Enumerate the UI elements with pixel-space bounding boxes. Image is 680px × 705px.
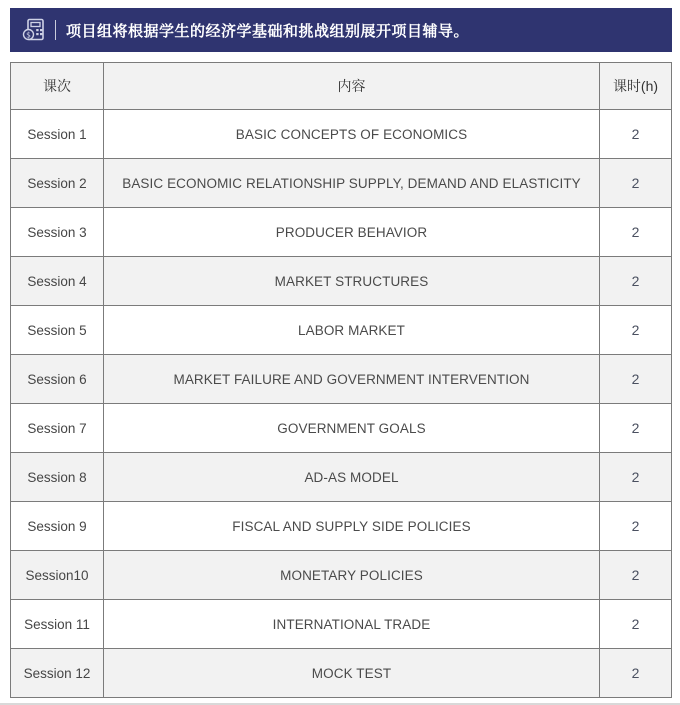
table-row [11, 453, 672, 502]
banner-divider [55, 20, 56, 40]
content-cell: INTERNATIONAL TRADE [104, 600, 600, 649]
hours-cell: 2 [600, 208, 672, 257]
session-cell: Session 9 [11, 502, 104, 551]
table-row [11, 208, 672, 257]
content-cell: GOVERNMENT GOALS [104, 404, 600, 453]
hours-cell: 2 [600, 404, 672, 453]
table-row [11, 110, 672, 159]
session-cell: Session 2 [11, 159, 104, 208]
content-cell: BASIC CONCEPTS OF ECONOMICS [104, 110, 600, 159]
table-row [11, 404, 672, 453]
hours-cell: 2 [600, 600, 672, 649]
content-cell: MONETARY POLICIES [104, 551, 600, 600]
table-row [11, 502, 672, 551]
hours-cell: 2 [600, 355, 672, 404]
hours-cell: 2 [600, 159, 672, 208]
table-header-row [11, 63, 672, 110]
session-cell: Session 6 [11, 355, 104, 404]
session-cell: Session 3 [11, 208, 104, 257]
hours-cell: 2 [600, 502, 672, 551]
header-content-column: 内容 [104, 63, 600, 110]
content-cell: MARKET FAILURE AND GOVERNMENT INTERVENTION [104, 355, 600, 404]
hours-cell: 2 [600, 110, 672, 159]
session-cell: Session 5 [11, 306, 104, 355]
table-row [11, 257, 672, 306]
session-cell: Session 12 [11, 649, 104, 698]
session-cell: Session 1 [11, 110, 104, 159]
hours-cell: 2 [600, 551, 672, 600]
session-cell: Session10 [11, 551, 104, 600]
header-banner [10, 8, 672, 52]
hours-cell: 2 [600, 453, 672, 502]
session-cell: Session 4 [11, 257, 104, 306]
content-cell: AD-AS MODEL [104, 453, 600, 502]
content-cell: BASIC ECONOMIC RELATIONSHIP SUPPLY, DEMAND AND ELASTICITY [104, 159, 600, 208]
table-row [11, 649, 672, 698]
table-row [11, 159, 672, 208]
session-cell: Session 8 [11, 453, 104, 502]
table-row [11, 600, 672, 649]
header-session-column: 课次 [11, 63, 104, 110]
session-cell: Session 7 [11, 404, 104, 453]
table-row [11, 551, 672, 600]
calculator-coin-icon [19, 15, 49, 45]
table-row [11, 355, 672, 404]
content-cell: LABOR MARKET [104, 306, 600, 355]
header-hours-column: 课时(h) [600, 63, 672, 110]
content-cell: FISCAL AND SUPPLY SIDE POLICIES [104, 502, 600, 551]
banner-text: 项目组将根据学生的经济学基础和挑战组别展开项目辅导。 [66, 22, 470, 40]
session-cell: Session 11 [11, 600, 104, 649]
hours-cell: 2 [600, 306, 672, 355]
content-cell: MOCK TEST [104, 649, 600, 698]
hours-cell: 2 [600, 649, 672, 698]
hours-cell: 2 [600, 257, 672, 306]
content-cell: PRODUCER BEHAVIOR [104, 208, 600, 257]
svg-text:$: $ [26, 30, 31, 40]
table-row [11, 306, 672, 355]
course-schedule-table [10, 62, 672, 698]
content-cell: MARKET STRUCTURES [104, 257, 600, 306]
